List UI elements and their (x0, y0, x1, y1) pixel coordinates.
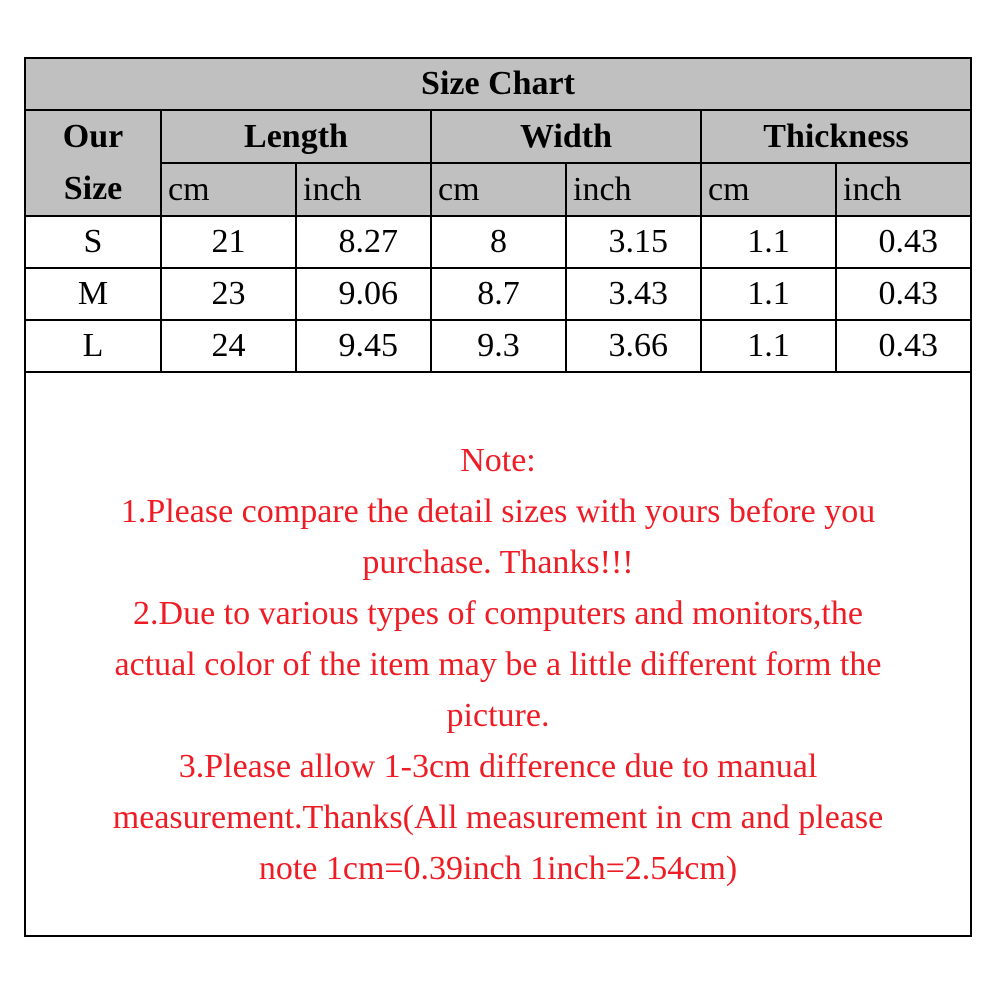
our-size-header (26, 110, 161, 216)
width-cm-value: 9.3 (431, 320, 566, 372)
our-size-line1: Our (62, 118, 124, 155)
thickness-cm-value: 1.1 (701, 268, 836, 320)
length-cm-value: 21 (161, 216, 296, 268)
thickness-inch-value: 0.43 (836, 268, 970, 320)
length-inch-value: 9.06 (296, 268, 431, 320)
size-label: S (26, 216, 161, 268)
our-size-line2: Size (63, 170, 123, 207)
width-inch-value: 3.43 (566, 268, 701, 320)
table-row (26, 320, 970, 372)
length-cm-value: 23 (161, 268, 296, 320)
size-label: M (26, 268, 161, 320)
length-inch-header: inch (296, 163, 431, 216)
note-2-line-1: 2.Due to various types of computers and monitors,the (133, 595, 863, 632)
notes-section (46, 435, 950, 894)
note-3-line-2: measurement.Thanks(All measurement in cm and please (112, 799, 884, 836)
table-row (26, 268, 970, 320)
width-cm-value: 8 (431, 216, 566, 268)
thickness-cm-value: 1.1 (701, 320, 836, 372)
group-header-row (26, 110, 970, 163)
thickness-inch-header: inch (836, 163, 970, 216)
note-1-line-1: 1.Please compare the detail sizes with yours before you (120, 493, 876, 530)
table-row (26, 216, 970, 268)
width-cm-header: cm (431, 163, 566, 216)
note-3-line-3: note 1cm=0.39inch 1inch=2.54cm) (258, 850, 738, 887)
thickness-inch-value: 0.43 (836, 320, 970, 372)
size-table (26, 59, 970, 373)
width-header: Width (431, 110, 701, 163)
size-label: L (26, 320, 161, 372)
thickness-header: Thickness (701, 110, 970, 163)
note-1-line-2: purchase. Thanks!!! (362, 544, 634, 581)
thickness-cm-header: cm (701, 163, 836, 216)
width-inch-value: 3.15 (566, 216, 701, 268)
length-inch-value: 8.27 (296, 216, 431, 268)
thickness-inch-value: 0.43 (836, 216, 970, 268)
width-inch-header: inch (566, 163, 701, 216)
width-inch-value: 3.66 (566, 320, 701, 372)
length-inch-value: 9.45 (296, 320, 431, 372)
note-3-line-1: 3.Please allow 1-3cm difference due to manual (178, 748, 818, 785)
width-cm-value: 8.7 (431, 268, 566, 320)
note-2-line-2: actual color of the item may be a little different form the (114, 646, 882, 683)
table-title: Size Chart (26, 59, 970, 110)
length-cm-value: 24 (161, 320, 296, 372)
size-chart (24, 57, 972, 937)
unit-header-row (26, 163, 970, 216)
notes-heading: Note: (460, 442, 536, 479)
thickness-cm-value: 1.1 (701, 216, 836, 268)
title-row (26, 59, 970, 110)
length-header: Length (161, 110, 431, 163)
note-2-line-3: picture. (446, 697, 550, 734)
length-cm-header: cm (161, 163, 296, 216)
